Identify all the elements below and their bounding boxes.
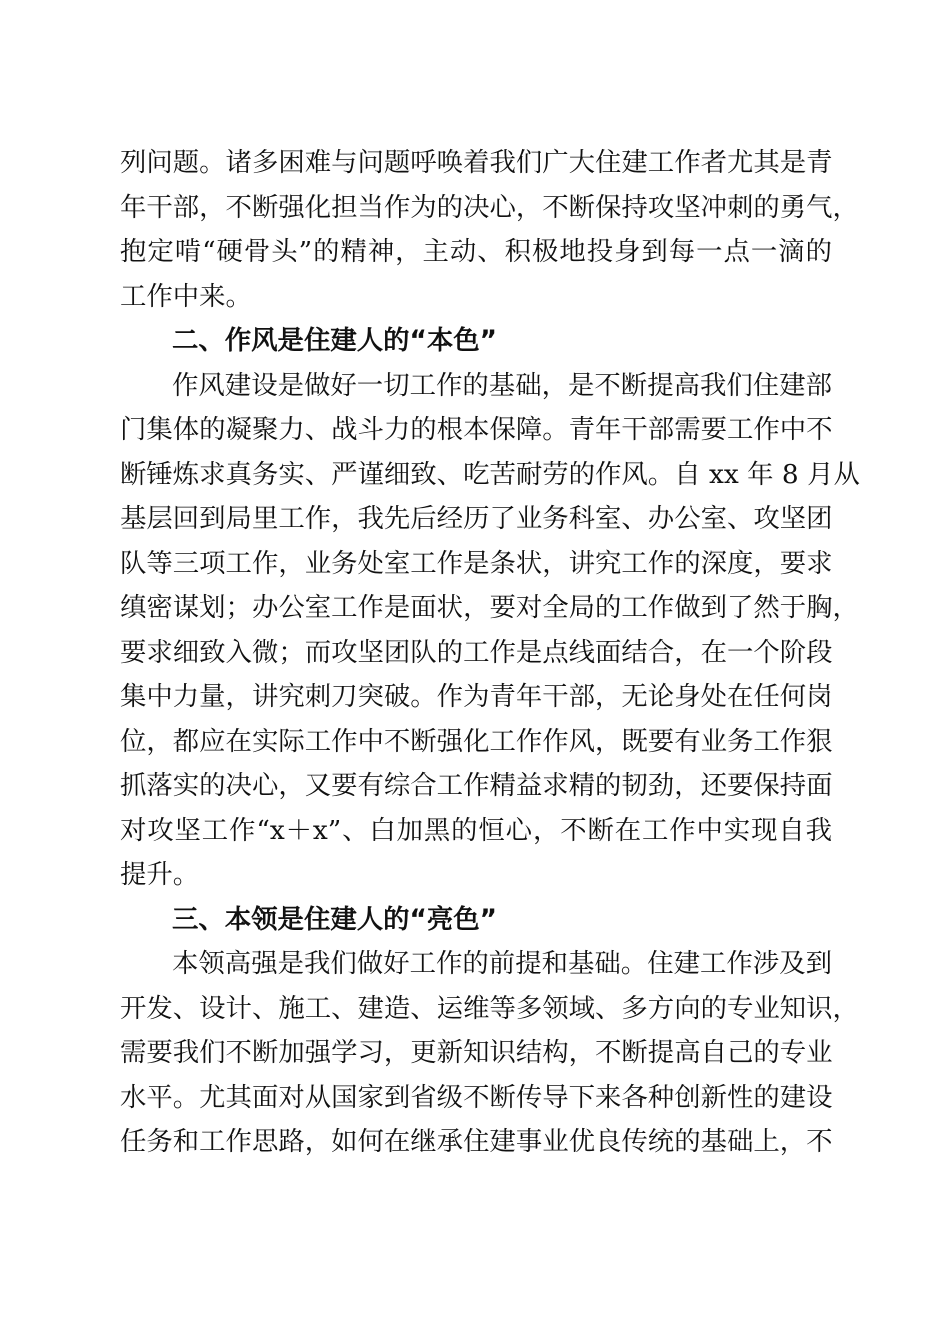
paragraph-3-line-3: 需要我们不断加强学习，更新知识结构，不断提高自己的专业	[120, 1037, 833, 1068]
paragraph-2-line-7: 要求细致入微；而攻坚团队的工作是点线面结合，在一个阶段	[120, 637, 833, 668]
paragraph-2-line-8: 集中力量，讲究刺刀突破。作为青年干部，无论身处在任何岗	[120, 681, 833, 712]
section-heading-2: 二、作风是住建人的“本色”	[172, 325, 497, 356]
paragraph-2-line-12: 提升。	[120, 859, 200, 890]
paragraph-1-line-3: 抱定啃“硬骨头”的精神，主动、积极地投身到每一点一滴的	[120, 236, 832, 267]
section-heading-3: 三、本领是住建人的“亮色”	[172, 904, 497, 935]
paragraph-2-line-5: 队等三项工作，业务处室工作是条状，讲究工作的深度，要求	[120, 548, 833, 579]
paragraph-1-line-4: 工作中来。	[120, 281, 252, 312]
paragraph-3-line-2: 开发、设计、施工、建造、运维等多领域、多方向的专业知识，	[120, 993, 859, 1024]
paragraph-2-line-6: 缜密谋划；办公室工作是面状，要对全局的工作做到了然于胸，	[120, 592, 859, 623]
paragraph-3-line-5: 任务和工作思路，如何在继承住建事业优良传统的基础上，不	[120, 1126, 833, 1157]
paragraph-2-line-4: 基层回到局里工作，我先后经历了业务科室、办公室、攻坚团	[120, 503, 833, 534]
paragraph-2-line-1: 作风建设是做好一切工作的基础，是不断提高我们住建部	[172, 370, 832, 401]
paragraph-1-line-2: 年干部，不断强化担当作为的决心，不断保持攻坚冲刺的勇气，	[120, 192, 859, 223]
paragraph-2-line-9: 位，都应在实际工作中不断强化工作作风，既要有业务工作狠	[120, 726, 833, 757]
paragraph-2-line-2: 门集体的凝聚力、战斗力的根本保障。青年干部需要工作中不	[120, 414, 833, 445]
paragraph-2-line-11: 对攻坚工作“x＋x”、白加黑的恒心，不断在工作中实现自我	[120, 815, 832, 846]
paragraph-1-line-1: 列问题。诸多困难与问题呼唤着我们广大住建工作者尤其是青	[120, 147, 833, 178]
paragraph-3-line-4: 水平。尤其面对从国家到省级不断传导下来各种创新性的建设	[120, 1082, 833, 1113]
paragraph-2-line-10: 抓落实的决心，又要有综合工作精益求精的韧劲，还要保持面	[120, 770, 833, 801]
paragraph-2-line-3: 断锤炼求真务实、严谨细致、吃苦耐劳的作风。自 xx 年 8 月从	[120, 459, 860, 490]
paragraph-3-line-1: 本领高强是我们做好工作的前提和基础。住建工作涉及到	[172, 948, 832, 979]
